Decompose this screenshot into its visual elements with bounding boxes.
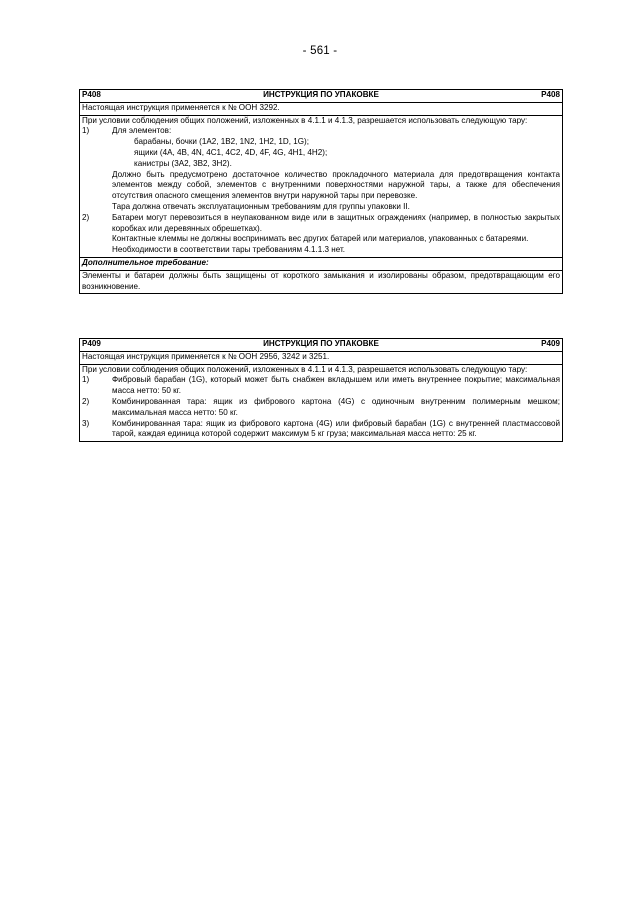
p408-item-2-compliance: Необходимости в соответствии тары требованиям 4.1.1.3 нет. [112, 245, 346, 255]
p408-item-1-boxes: ящики (4A, 4B, 4N, 4C1, 4C2, 4D, 4F, 4G, 4H1, 4H2); [134, 147, 328, 157]
packing-instruction-p409 [79, 338, 563, 442]
p409-code-left: P409 [82, 339, 101, 348]
p408-item-1 [82, 126, 560, 212]
p408-item-1-jerricans: канистры (3A2, 3B2, 3H2). [134, 158, 232, 168]
p409-item-2 [82, 397, 560, 419]
p408-item-1-performance: Тара должна отвечать эксплуатационным требованиям для группы упаковки II. [112, 201, 410, 211]
p409-item-1 [82, 375, 560, 397]
p409-applies: Настоящая инструкция применяется к № ООН 2956, 3242 и 3251. [80, 351, 563, 364]
p408-item-1-cushioning: Должно быть предусмотрено достаточное количество прокладочного материала для предотвращения контакта элементов между собой, элементов с внутренними поверхностями наружной тары, а также для обеспечения отсутствия опасного смещения элементов внутри наружной тары при перевозке. [112, 169, 560, 201]
page-number: - 561 - [302, 45, 338, 57]
p408-item-1-label: Для элементов: [112, 126, 172, 136]
p408-item-2 [82, 213, 560, 256]
p408-item-1-drums: барабаны, бочки (1A2, 1B2, 1N2, 1H2, 1D, 1G); [134, 137, 309, 147]
p409-header [80, 339, 563, 352]
p409-title: ИНСТРУКЦИЯ ПО УПАКОВКЕ [263, 339, 379, 348]
p409-item-1-text: Фибровый барабан (1G), который может быть снабжен вкладышем или иметь внутреннее покрытие; максимальная масса нетто: 50 кг. [112, 375, 560, 396]
p409-item-3-number: 3) [82, 418, 90, 428]
p408-additional-label: Дополнительное требование: [82, 257, 209, 267]
p409-code-right: P409 [541, 339, 560, 348]
p409-item-2-text: Комбинированная тара: ящик из фибрового картона (4G) с одиночным внутренним полимерным мешком; максимальная масса нетто: 50 кг. [112, 396, 560, 417]
p408-item-2-unpackaged: Батареи могут перевозиться в неупакованном виде или в защитных ограждениях (например, в полностью закрытых коробках или деревянных обрешетках). [112, 212, 560, 233]
p408-body [80, 115, 563, 257]
p409-item-1-number: 1) [82, 375, 90, 385]
p408-title: ИНСТРУКЦИЯ ПО УПАКОВКЕ [263, 90, 379, 99]
p408-additional-text: Элементы и батареи должны быть защищены от короткого замыкания и изолированы образом, предотвращающим его возникновение. [80, 270, 563, 294]
p408-intro: При условии соблюдения общих положений, изложенных в 4.1.1 и 4.1.3, разрешается использовать следующую тару: [82, 115, 528, 125]
p408-item-1-number: 1) [82, 126, 90, 136]
p408-header [80, 90, 563, 103]
p408-item-2-terminals: Контактные клеммы не должны воспринимать вес других батарей или материалов, упакованных с батареями. [112, 234, 529, 244]
p408-code-left: P408 [82, 90, 101, 99]
p409-body [80, 364, 563, 442]
p408-applies: Настоящая инструкция применяется к № ООН 3292. [80, 102, 563, 115]
p408-additional [80, 257, 563, 270]
p409-item-2-number: 2) [82, 396, 90, 406]
p408-code-right: P408 [541, 90, 560, 99]
packing-instruction-p408 [79, 89, 563, 294]
p409-intro: При условии соблюдения общих положений, изложенных в 4.1.1 и 4.1.3, разрешается использовать следующую тару: [82, 364, 528, 374]
p409-item-3 [82, 419, 560, 441]
p409-item-3-text: Комбинированная тара: ящик из фибрового картона (4G) или фибровый барабан (1G) с внутренней пластмассовой тарой, каждая единица которой содержит максимум 5 кг груза; максимальная масса нетто: 25 кг. [112, 418, 560, 439]
p408-item-2-number: 2) [82, 212, 90, 222]
